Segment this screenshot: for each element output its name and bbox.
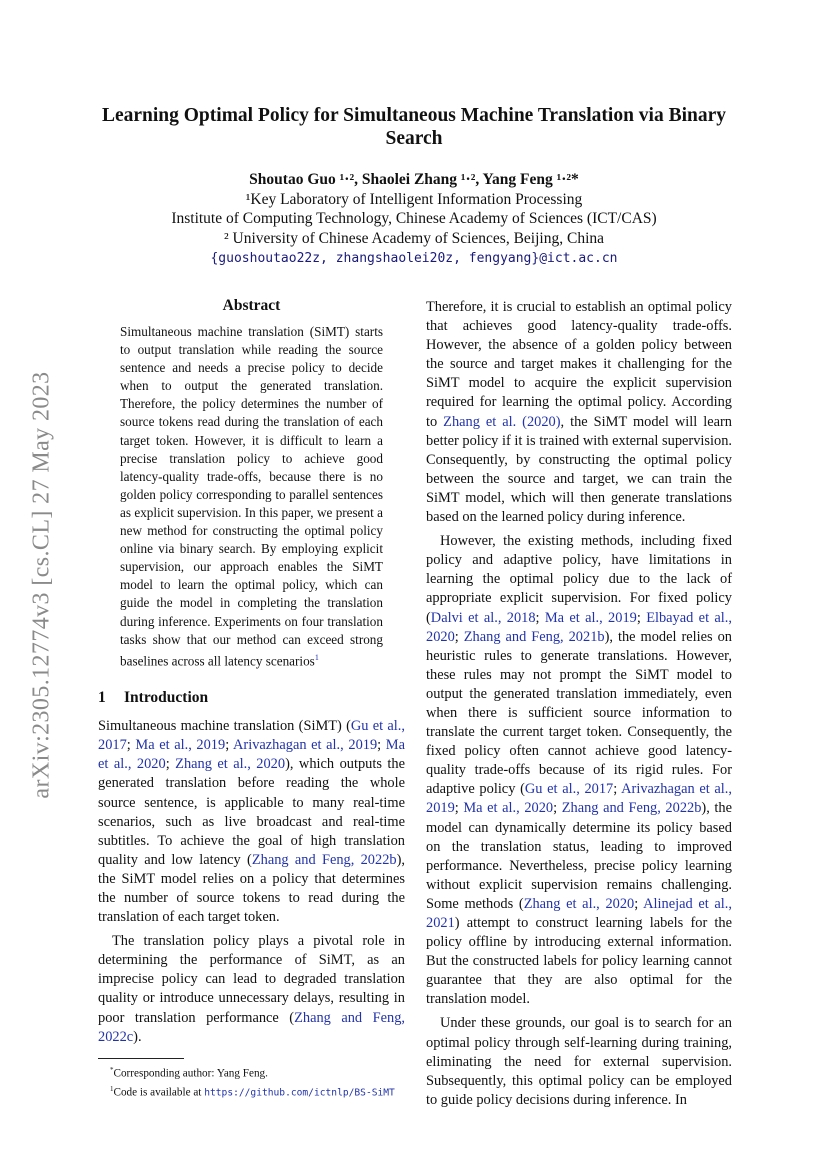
citation-link[interactable]: Dalvi et al., 2018 — [430, 609, 536, 626]
affiliation-2: ² University of Chinese Academy of Sciences, Beijing, China — [223, 229, 604, 247]
text-run: The translation policy plays a pivotal role in determining the performance of SiMT, as an imprecise policy can lead to degraded translation quality or introduce unnecessary delays, resulting in poor translation performance ( — [98, 933, 405, 1026]
footnote-mark: 1 — [110, 1084, 114, 1093]
citation-link[interactable]: Zhang and Feng, 2021b — [463, 628, 605, 645]
author-emails — [80, 248, 748, 269]
text-run: ), which outputs the generated translation before reading the whole source sentence, is applicable to many real-time scenarios, such as live broadcast and real-time subtitles. To achieve the goal of high translation quality and low latency ( — [98, 756, 405, 868]
author-block — [80, 170, 748, 269]
intro-paragraph-2 — [98, 932, 405, 1047]
citation-link[interactable]: Alinejad et al., 2021 — [426, 895, 732, 931]
text-run: ; — [613, 781, 622, 798]
text-run: , the SiMT model will learn better policy if it is trained with external supervision. Consequently, by constructing the optimal policy between the source and target, we can train the SiMT model, which will then generate translations based on the learned policy during inference. — [426, 413, 732, 526]
citation-link[interactable]: Ma et al., 2019 — [544, 609, 637, 626]
affiliation-1: ¹Key Laboratory of Intelligent Information Processing — [245, 190, 583, 208]
text-run: ; — [126, 737, 136, 754]
abstract-body: Simultaneous machine translation (SiMT) starts to output translation while reading the source sentence and needs a precise policy to decide when to output the generated translation. Therefore, the policy determines the number of source tokens read during the translation of each target token. However, it is difficult to learn a precise translation policy to achieve good latency-quality trade-offs, because there is no golden policy corresponding to parallel sentences as explicit supervision. In this paper, we present a new method for constructing the optimal policy online via binary search. By employing explicit supervision, our approach enables the SiMT model to learn the optimal policy, which can guide the model in completing the translation during inference. Experiments on four translation tasks show that our method can exceed strong baselines across all latency scenarios — [120, 324, 383, 669]
text-run: ), the model can dynamically determine its policy based on the translation status, leading to improved performance. Nevertheless, precise policy learning without explicit supervision remains challenging. Some methods ( — [426, 800, 732, 912]
citation-link[interactable]: Ma et al., 2019 — [135, 737, 226, 754]
intro-paragraph-1 — [98, 717, 405, 927]
text-run: ; — [535, 609, 545, 626]
arxiv-identifier-text: arXiv:2305.12774v3 [cs.CL] 27 May 2023 — [28, 371, 55, 799]
intro-paragraph-3 — [426, 298, 732, 527]
paper-title: Learning Optimal Policy for Simultaneous Machine Translation via Binary Search — [101, 105, 727, 149]
citation-link[interactable]: Gu et al., 2017 — [98, 718, 405, 754]
author-names: Shoutao Guo ¹·², Shaolei Zhang ¹·², Yang Feng ¹·²* — [249, 171, 579, 188]
citation-link[interactable]: Zhang and Feng, 2022c — [98, 1009, 405, 1045]
text-run: ; — [553, 800, 562, 817]
affiliation-1-institute: Institute of Computing Technology, Chinese Academy of Sciences (ICT/CAS) — [171, 210, 657, 227]
citation-link[interactable]: Arivazhagan et al., 2019 — [233, 737, 378, 754]
intro-paragraph-4 — [426, 532, 732, 1009]
citation-link[interactable]: Zhang et al. (2020) — [443, 413, 561, 430]
text-run: Simultaneous machine translation (SiMT) ( — [98, 718, 351, 735]
text-run: ) attempt to construct learning labels for the policy offline by introducing external information. But the constructed labels for policy learning cannot guarantee that they are also optimal for the translation model. — [426, 915, 732, 1008]
text-run: ; — [225, 737, 234, 754]
text-run: ; — [165, 756, 176, 773]
footnote-code — [98, 1082, 405, 1101]
email-users: {guoshoutao22z, zhangshaolei20z, fengyang} — [210, 251, 540, 266]
text-run: ). — [133, 1028, 142, 1045]
citation-link[interactable]: Ma et al., 2020 — [98, 737, 405, 773]
right-column — [426, 298, 732, 1110]
section-number: 1 — [98, 689, 106, 707]
footnote-corresponding-author — [98, 1063, 405, 1082]
citation-link[interactable]: Zhang and Feng, 2022b — [561, 800, 702, 817]
text-run: ; — [377, 737, 386, 754]
code-url-link[interactable]: https://github.com/ictnlp/BS-SiMT — [204, 1087, 395, 1099]
text-run: Under these grounds, our goal is to search for an optimal policy through self-learning during training, eliminating the need for external supervision. Subsequently, this optimal policy can be employed to guide policy decisions during inference. In — [426, 1015, 732, 1108]
intro-paragraph-5 — [426, 1014, 732, 1109]
text-run: ), the model relies on heuristic rules to generate translations. However, these rules may not prompt the SiMT model to output the generated translation immediately, even when there is sufficient source information to translate the current target token. Consequently, the fixed policy often cannot achieve good latency-quality trade-offs because of its rigid rules. For adaptive policy ( — [426, 628, 732, 798]
footnote-ref-1[interactable]: 1 — [314, 652, 319, 662]
left-column — [98, 296, 405, 1100]
text-run: ; — [454, 628, 464, 645]
citation-link[interactable]: Ma et al., 2020 — [463, 800, 554, 817]
section-title: Introduction — [124, 689, 209, 707]
abstract-text — [120, 323, 383, 670]
citation-link[interactable]: Arivazhagan et al., 2019 — [426, 781, 732, 817]
citation-link[interactable]: Zhang and Feng, 2022b — [251, 851, 397, 868]
citation-link[interactable]: Zhang et al., 2020 — [523, 895, 635, 912]
section-heading-introduction — [98, 688, 405, 708]
citation-link[interactable]: Zhang et al., 2020 — [175, 756, 286, 773]
footnote-mark: * — [110, 1065, 114, 1074]
text-run: ; — [634, 895, 644, 912]
citation-link[interactable]: Gu et al., 2017 — [524, 781, 614, 798]
footnote-text: Corresponding author: Yang Feng. — [113, 1067, 268, 1080]
footnote-divider — [98, 1058, 184, 1059]
text-run: Therefore, it is crucial to establish an optimal policy that achieves good latency-quality trade-offs. However, the absence of a golden policy between the source and target makes it challenging for the SiMT model to acquire the explicit supervision required for learning the optimal policy. According to — [426, 299, 732, 430]
text-run: ; — [636, 609, 647, 626]
text-run: ; — [454, 800, 464, 817]
arxiv-identifier — [22, 355, 62, 815]
abstract-heading: Abstract — [222, 297, 281, 314]
footnote-text: Code is available at — [113, 1086, 205, 1099]
citation-link[interactable]: Elbayad et al., 2020 — [426, 609, 732, 645]
text-run: However, the existing methods, including fixed policy and adaptive policy, have limitations in learning the optimal policy due to the lack of appropriate explicit supervision. For fixed policy ( — [426, 533, 732, 626]
email-domain: @ict.ac.cn — [539, 251, 618, 266]
text-run: ), the SiMT model relies on a policy that determines the number of source tokens to read during the translation of each target token. — [98, 851, 405, 926]
